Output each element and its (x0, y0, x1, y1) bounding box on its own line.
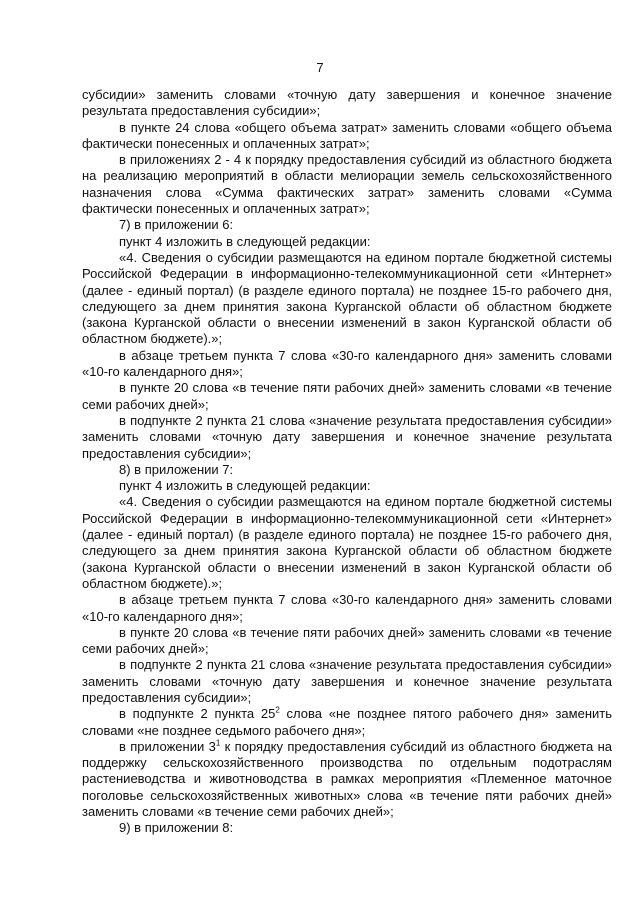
paragraph: в подпункте 2 пункта 21 слова «значение результата предоставления субсидии» заменить словами «точную дату завершения и конечное значение результата предоставления субсидии»; (82, 412, 612, 461)
superscript: 2 (275, 705, 280, 715)
document-body (82, 87, 612, 837)
page-number: 7 (316, 60, 324, 75)
paragraph: в абзаце третьем пункта 7 слова «30-го календарного дня» заменить словами «10-го календарного дня»; (82, 347, 612, 380)
paragraph: «4. Сведения о субсидии размещаются на едином портале бюджетной системы Российской Федерации в информационно-телекоммуникационной сети «Интернет» (далее - единый портал) (в разделе единого портала) не позднее 15-го рабочего дня, следующего за днем принятия закона Курганской области об областном бюджете (закона Курганской области о внесении изменений в закон Курганской области об областном бюджете).»; (82, 494, 612, 591)
paragraph: пункт 4 изложить в следующей редакции: (119, 478, 371, 494)
paragraph: в пункте 20 слова «в течение пяти рабочих дней» заменить словами «в течение семи рабочих дней»; (82, 624, 612, 657)
paragraph-appendix-3-1 (82, 739, 612, 820)
paragraph: «4. Сведения о субсидии размещаются на едином портале бюджетной системы Российской Федерации в информационно-телекоммуникационной сети «Интернет» (далее - единый портал) (в разделе единого портала) не позднее 15-го рабочего дня, следующего за днем принятия закона Курганской области об областном бюджете (закона Курганской области о внесении изменений в закон Курганской области об областном бюджете).»; (82, 249, 612, 347)
superscript: 1 (215, 738, 221, 748)
paragraph: пункт 4 изложить в следующей редакции: (119, 233, 371, 249)
paragraph-text: в подпункте 2 пункта 25 (119, 706, 276, 722)
paragraph-text: слова «не позднее пятого рабочего дня» заменить словами «не позднее седьмого рабочего дня»; (82, 706, 612, 738)
paragraph: 8) в приложении 7: (119, 461, 234, 477)
paragraph-subclause-25 (82, 706, 612, 739)
paragraph: 7) в приложении 6: (119, 217, 234, 233)
paragraph-list (82, 87, 612, 706)
paragraph-text: к порядку предоставления субсидий из областного бюджета на поддержку сельскохозяйственного производства по отдельным подотраслям растениеводства и животноводства в рамках мероприятия «Племенное маточное поголовье сельскохозяйственных животных» слова «в течение пяти рабочих дней» заменить словами «в течение семи рабочих дней»; (82, 738, 612, 820)
paragraph-text: в приложении 3 (119, 738, 216, 754)
paragraph: в подпункте 2 пункта 21 слова «значение результата предоставления субсидии» заменить словами «точную дату завершения и конечное значение результата предоставления субсидии»; (82, 657, 612, 705)
paragraph: в приложениях 2 - 4 к порядку предоставления субсидий из областного бюджета на реализацию мероприятий в области мелиорации земель сельскохозяйственного назначения слова «Сумма фактических затрат» заменить словами «Сумма фактически понесенных и оплаченных затрат»; (82, 152, 612, 217)
paragraph: в пункте 20 слова «в течение пяти рабочих дней» заменить словами «в течение семи рабочих дней»; (82, 380, 612, 412)
paragraph: субсидии» заменить словами «точную дату завершения и конечное значение результата предоставления субсидии»; (82, 87, 612, 119)
paragraph: в абзаце третьем пункта 7 слова «30-го календарного дня» заменить словами «10-го календарного дня»; (82, 592, 612, 624)
paragraph: в пункте 24 слова «общего объема затрат» заменить словами «общего объема фактически понесенных и оплаченных затрат»; (82, 119, 612, 151)
paragraph-item-9: 9) в приложении 8: (119, 820, 234, 836)
